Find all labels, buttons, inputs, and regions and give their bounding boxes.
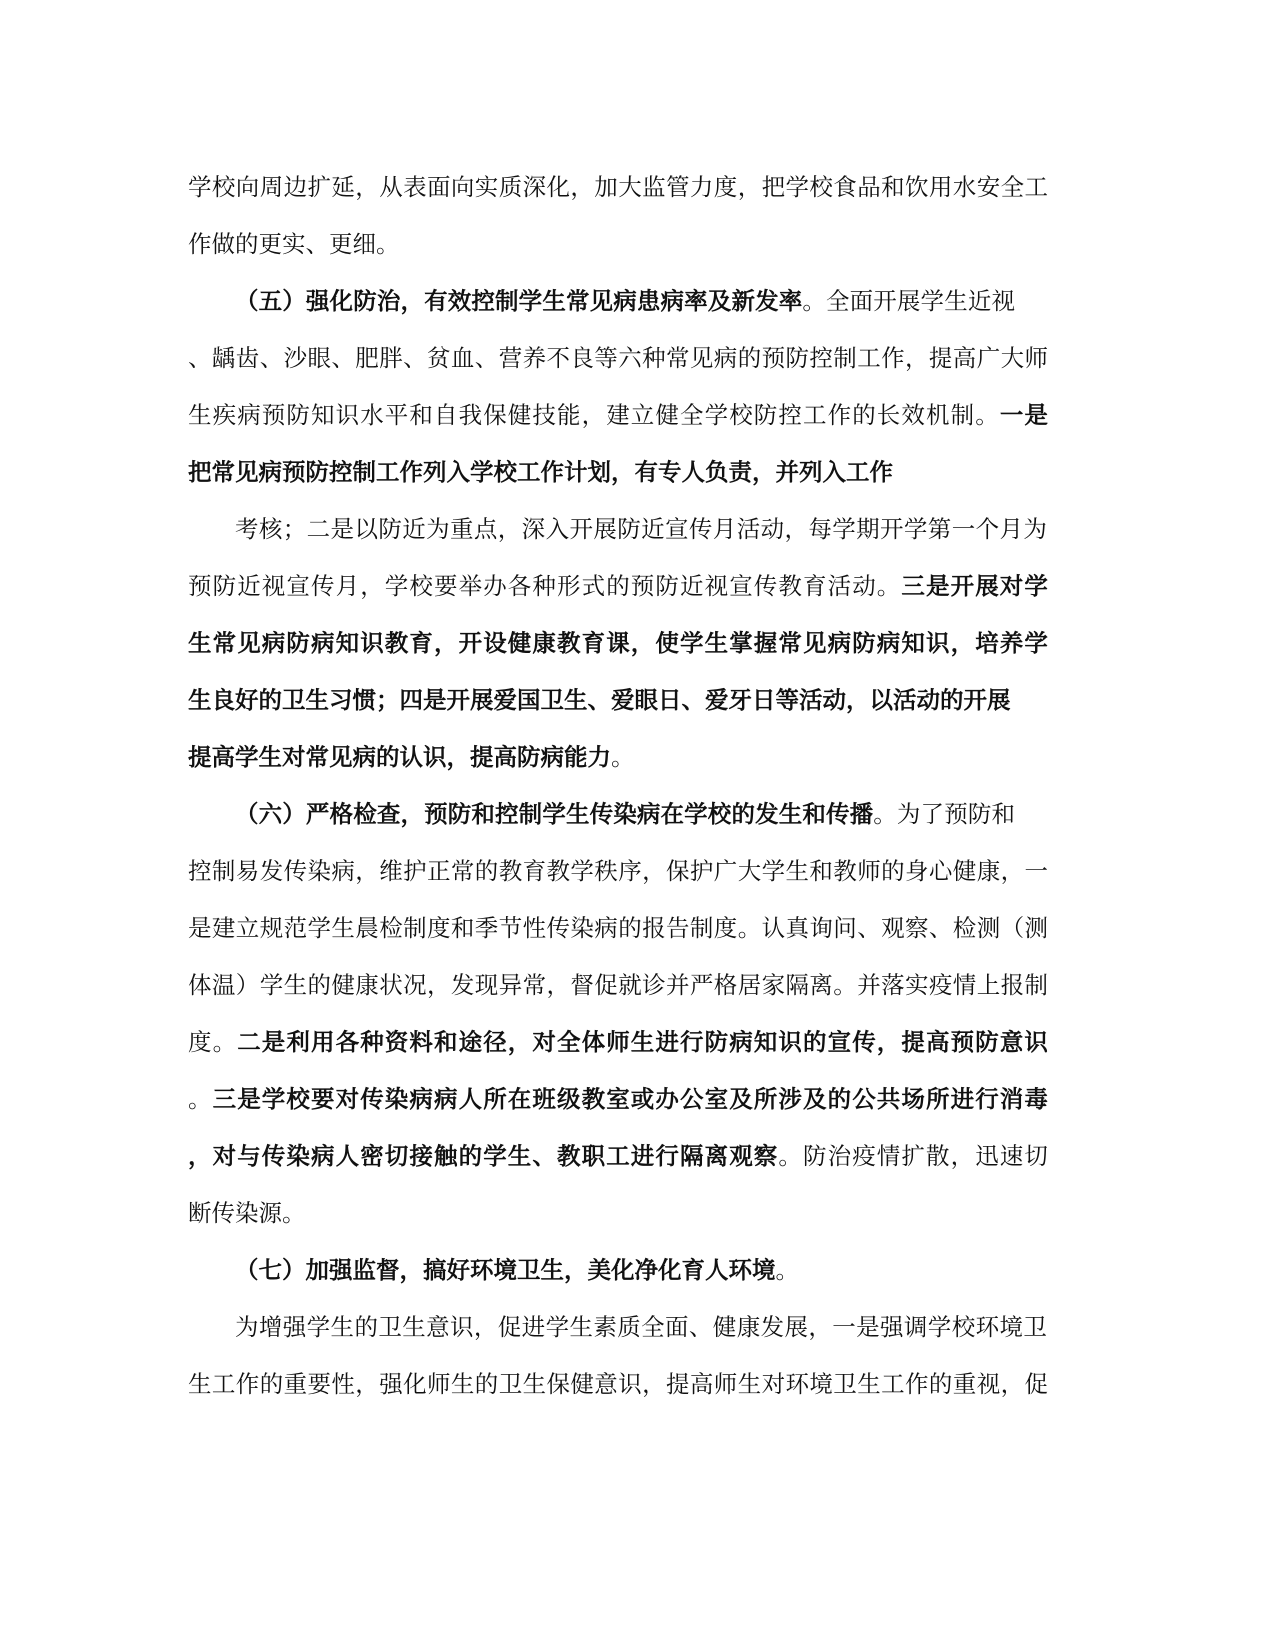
bold-text-segment: 三是学校要对传染病病人所在班级教室或办公室及所涉及的公共场所进行消毒: [212, 1085, 1050, 1113]
text-segment: 为增强学生的卫生意识，促进学生素质全面、健康发展，一是强调学校环境卫: [235, 1313, 1048, 1341]
bold-text-segment: 把常见病预防控制工作列入学校工作计划，有专人负责，并列入工作: [188, 458, 893, 486]
text-line: [188, 343, 1048, 373]
text-segment: 是建立规范学生晨检制度和季节性传染病的报告制度。认真询问、观察、检测（测: [188, 914, 1049, 942]
text-segment: 。全面开展学生近视: [802, 287, 1016, 315]
text-line: [188, 685, 1011, 715]
text-line: [188, 457, 893, 487]
text-line: [188, 1084, 1049, 1114]
text-line: [188, 628, 1049, 658]
text-segment: 度。: [188, 1028, 238, 1056]
text-line: [188, 400, 1049, 430]
text-line: [235, 1312, 1047, 1342]
text-segment: 。: [188, 1085, 213, 1113]
text-line: [188, 1198, 306, 1228]
bold-text-segment: 提高学生对常见病的认识，提高防病能力: [188, 743, 611, 771]
text-segment: 考核；二是以防近为重点，深入开展防近宣传月活动，每学期开学第一个月为: [235, 515, 1048, 543]
bold-text-segment: ，对与传染病人密切接触的学生、教职工进行隔离观察: [188, 1142, 779, 1170]
text-segment: 作做的更实、更细。: [188, 230, 400, 258]
text-line: [188, 970, 1048, 1000]
text-line: [235, 286, 1015, 316]
text-line: [188, 1027, 1049, 1057]
text-line: [188, 1141, 1049, 1171]
text-line: [188, 856, 1048, 886]
text-segment: 。防治疫情扩散，迅速切: [778, 1142, 1050, 1170]
text-line: [188, 229, 400, 259]
bold-text-segment: （七）加强监督，搞好环境卫生，美化净化育人环境: [235, 1256, 776, 1284]
bold-text-segment: 一是: [999, 401, 1050, 429]
text-segment: 学校向周边扩延，从表面向实质深化，加大监管力度，把学校食品和饮用水安全工: [188, 173, 1049, 201]
text-line: [188, 1369, 1048, 1399]
bold-text-segment: 生常见病防病知识教育，开设健康教育课，使学生掌握常见病防病知识，培养学: [188, 629, 1049, 657]
text-line: [188, 742, 635, 772]
text-line: [188, 172, 1048, 202]
text-line: [235, 1255, 799, 1285]
text-segment: 预防近视宣传月，学校要举办各种形式的预防近视宣传教育活动。: [188, 572, 902, 600]
text-line: [235, 799, 1015, 829]
text-segment: 控制易发传染病，维护正常的教育教学秩序，保护广大学生和教师的身心健康，一: [188, 857, 1049, 885]
text-line: [188, 913, 1048, 943]
bold-text-segment: 生良好的卫生习惯；四是开展爱国卫生、爱眼日、爱牙日等活动，以活动的开展: [188, 686, 1011, 714]
text-segment: 体温）学生的健康状况，发现异常，督促就诊并严格居家隔离。并落实疫情上报制: [188, 971, 1049, 999]
text-segment: 。: [611, 743, 635, 771]
bold-text-segment: 三是开展对学: [901, 572, 1050, 600]
text-line: [188, 571, 1049, 601]
text-segment: 。为了预防和: [873, 800, 1016, 828]
text-segment: 。: [775, 1256, 799, 1284]
text-segment: 、龋齿、沙眼、肥胖、贫血、营养不良等六种常见病的预防控制工作，提高广大师: [188, 344, 1049, 372]
text-segment: 生疾病预防知识水平和自我保健技能，建立健全学校防控工作的长效机制。: [188, 401, 1000, 429]
text-line: [235, 514, 1047, 544]
text-segment: 生工作的重要性，强化师生的卫生保健意识，提高师生对环境卫生工作的重视，促: [188, 1370, 1049, 1398]
bold-text-segment: （五）强化防治，有效控制学生常见病患病率及新发率: [235, 287, 803, 315]
bold-text-segment: （六）严格检查，预防和控制学生传染病在学校的发生和传播: [235, 800, 874, 828]
bold-text-segment: 二是利用各种资料和途径，对全体师生进行防病知识的宣传，提高预防意识: [237, 1028, 1050, 1056]
text-segment: 断传染源。: [188, 1199, 306, 1227]
